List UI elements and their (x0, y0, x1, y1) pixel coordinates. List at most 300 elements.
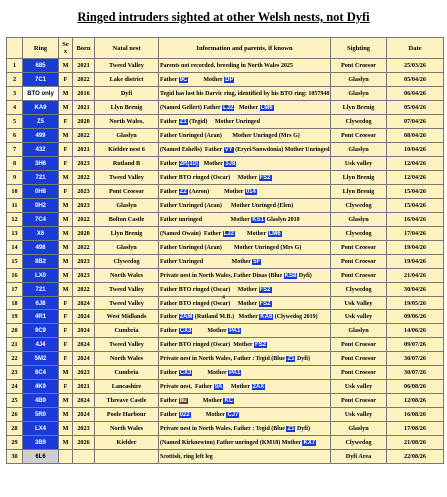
date-cell: 17/04/26 (387, 227, 444, 241)
row-number: 14 (7, 241, 23, 255)
natal-nest-cell: Lake district (95, 73, 159, 87)
sex-cell: F (59, 310, 73, 324)
header-born: Born (73, 38, 95, 59)
ring-cell: 499 (23, 129, 59, 143)
natal-nest-cell: North Wales (95, 352, 159, 366)
row-number: 8 (7, 157, 23, 171)
natal-nest-cell: Llyn Brenig (95, 101, 159, 115)
row-number: 30 (7, 450, 23, 464)
row-number: 26 (7, 408, 23, 422)
sighting-cell: Pont Croesor (331, 366, 387, 380)
ring-tag: FS2 (259, 300, 271, 307)
info-cell (159, 436, 331, 450)
born-cell: 2016 (73, 87, 95, 101)
ring-cell: 6J8 (23, 297, 59, 311)
sex-cell: M (59, 422, 73, 436)
info-text: Father BTO ringed (Oscar) Mother (160, 341, 254, 348)
sex-cell: M (59, 241, 73, 255)
ring-cell: 9C9 (23, 324, 59, 338)
header-info: Information and parents, if known (159, 38, 331, 59)
table-row (7, 171, 444, 185)
info-text: Mother (187, 397, 224, 404)
table-row (7, 366, 444, 380)
header-row (7, 38, 444, 59)
sighting-cell: Glaslyn (331, 73, 387, 87)
born-cell: 2023 (73, 157, 95, 171)
natal-nest-cell: Glaslyn (95, 241, 159, 255)
date-cell: 25/03/26 (387, 59, 444, 73)
info-text: Father (160, 160, 179, 167)
info-text: Mother (192, 369, 229, 376)
date-cell: 09/07/26 (387, 338, 444, 352)
info-cell (159, 352, 331, 366)
natal-nest-cell: Tweed Valley (95, 283, 159, 297)
ring-tag: KS1 (252, 216, 264, 223)
info-text: Father BTO ringed (Oscar) Mother (160, 300, 259, 307)
info-text: (Tegid) Mother Unringed (187, 118, 260, 125)
header-num (7, 38, 23, 59)
born-cell: 2024 (73, 310, 95, 324)
born-cell: 2022 (73, 129, 95, 143)
page-number: 4 (222, 295, 225, 301)
info-text: (Named Kirknewton) Father unringed (KM18) Mother (160, 439, 303, 446)
info-cell (159, 199, 331, 213)
date-cell: 17/08/26 (387, 422, 444, 436)
info-text: Father BTO ringed (Oscar) Mother (160, 286, 259, 293)
date-cell: 12/04/26 (387, 171, 444, 185)
info-text: (Aeron) Mother (187, 188, 245, 195)
info-text: Glaslyn 2018 (264, 216, 300, 223)
born-cell: 2022 (73, 73, 95, 87)
born-cell: 2021 (73, 380, 95, 394)
info-cell (159, 366, 331, 380)
info-text: Father (160, 327, 179, 334)
natal-nest-cell: Clywedog (95, 255, 159, 269)
ring-cell: LX4 (23, 422, 59, 436)
row-number: 19 (7, 310, 23, 324)
info-text: Dyfi) (297, 272, 312, 279)
info-text: Scottish, ring left leg (160, 453, 213, 460)
sighting-cell: Llyn Brenig (331, 171, 387, 185)
info-cell (159, 143, 331, 157)
table-row (7, 143, 444, 157)
info-text: Mother (190, 411, 227, 418)
ring-tag: KC (224, 397, 234, 404)
natal-nest-cell: Dyfi (95, 87, 159, 101)
sex-cell: M (59, 283, 73, 297)
ring-cell: 5R0 (23, 408, 59, 422)
table-row (7, 199, 444, 213)
row-number: 21 (7, 338, 23, 352)
sex-cell: M (59, 101, 73, 115)
sex-cell: M (59, 255, 73, 269)
table-row (7, 310, 444, 324)
date-cell: 06/08/26 (387, 380, 444, 394)
info-cell (159, 101, 331, 115)
row-number: 28 (7, 422, 23, 436)
ring-tag: Z2 (179, 188, 187, 195)
info-cell (159, 115, 331, 129)
born-cell: 2020 (73, 227, 95, 241)
info-cell (159, 450, 331, 464)
sighting-cell: Pont Croesor (331, 241, 387, 255)
date-cell: 06/04/26 (387, 87, 444, 101)
info-text: (Clywedog 2019) (273, 313, 318, 320)
sighting-cell: Pont Croesor (331, 269, 387, 283)
sex-cell: M (59, 129, 73, 143)
sighting-cell: Dyfi Area (331, 450, 387, 464)
info-cell (159, 87, 331, 101)
sighting-cell: Usk valley (331, 408, 387, 422)
info-text: Private nest in North Wales, Father Dinas (Blue (160, 272, 284, 279)
ring-tag: 5F (253, 258, 261, 265)
date-cell: 12/08/26 (387, 394, 444, 408)
info-text: Father (160, 397, 179, 404)
natal-nest-cell: Glaslyn (95, 199, 159, 213)
row-number: 23 (7, 366, 23, 380)
natal-nest-cell: Glaslyn (95, 129, 159, 143)
row-number: 29 (7, 436, 23, 450)
date-cell: 05/04/26 (387, 101, 444, 115)
date-cell: 14/06/26 (387, 324, 444, 338)
sex-cell: M (59, 199, 73, 213)
info-text: Father (160, 76, 179, 83)
info-text: Father Unringed Mother (160, 258, 253, 265)
natal-nest-cell: Llyn Brenig (95, 227, 159, 241)
born-cell: 2024 (73, 408, 95, 422)
ring-tag: KA6 (260, 313, 273, 320)
row-number: 10 (7, 185, 23, 199)
info-cell (159, 338, 331, 352)
info-text: Private nest, Father (160, 383, 214, 390)
sighting-cell: Glaslyn (331, 324, 387, 338)
row-number: 18 (7, 297, 23, 311)
row-number: 4 (7, 101, 23, 115)
ring-tag: CJ7 (227, 411, 239, 418)
sex-cell: M (59, 269, 73, 283)
sex-cell: F (59, 157, 73, 171)
table-row (7, 213, 444, 227)
sighting-cell: Glaslyn (331, 87, 387, 101)
sex-cell: F (59, 73, 73, 87)
row-number: 12 (7, 213, 23, 227)
info-text: (Named Owain) Father (160, 230, 223, 237)
sex-cell: F (59, 185, 73, 199)
info-text: (Named Gellert) Father (160, 104, 223, 111)
sex-cell: M (59, 227, 73, 241)
sighting-cell: Clywedog (331, 227, 387, 241)
info-cell (159, 185, 331, 199)
table-row (7, 59, 444, 73)
born-cell: 2026 (73, 436, 95, 450)
info-text: Father (160, 369, 179, 376)
ring-cell: LX0 (23, 269, 59, 283)
info-text: Father unringed Mother (160, 216, 252, 223)
date-cell: 19/04/26 (387, 255, 444, 269)
table-row (7, 269, 444, 283)
ring-tag: 3J8 (225, 160, 236, 167)
row-number: 15 (7, 255, 23, 269)
sex-cell: M (59, 366, 73, 380)
ring-cell: 8C4 (23, 366, 59, 380)
born-cell: 2023 (73, 269, 95, 283)
born-cell: 2023 (73, 199, 95, 213)
born-cell: 2022 (73, 283, 95, 297)
born-cell: 2023 (73, 366, 95, 380)
info-text: Father Unringed (Aran) Mother Unringed (Elen) (160, 202, 294, 209)
info-cell (159, 213, 331, 227)
info-text: Private nest in North Wales, Father : Tegid (Blue (160, 355, 287, 362)
row-number: 1 (7, 59, 23, 73)
info-text: Dyfi) (295, 355, 310, 362)
header-sex: Se x (59, 38, 73, 59)
sighting-cell: Llyn Brenig (331, 101, 387, 115)
sex-cell: F (59, 338, 73, 352)
ring-cell: 4R1 (23, 310, 59, 324)
sighting-cell: Glaslyn (331, 213, 387, 227)
info-cell (159, 269, 331, 283)
ring-cell: 8B2 (23, 255, 59, 269)
date-cell: 19/04/26 (387, 241, 444, 255)
header-ring: Ring (23, 38, 59, 59)
info-cell (159, 324, 331, 338)
date-cell: 30/07/26 (387, 352, 444, 366)
born-cell: 2024 (73, 324, 95, 338)
sighting-cell: Clywedog (331, 115, 387, 129)
date-cell: 07/04/26 (387, 115, 444, 129)
natal-nest-cell: Cumbria (95, 366, 159, 380)
header-date: Date (387, 38, 444, 59)
info-text: Father (160, 188, 179, 195)
sighting-cell: Glaslyn (331, 143, 387, 157)
ring-cell: 7C1 (23, 73, 59, 87)
ring-tag: 8u (179, 397, 187, 404)
ring-tag: LJ2 (223, 104, 234, 111)
born-cell: 2022 (73, 213, 95, 227)
natal-nest-cell: Poole Harbour (95, 408, 159, 422)
table-row (7, 422, 444, 436)
ring-tag: 9C (179, 76, 188, 83)
born-cell: 2023 (73, 185, 95, 199)
sex-cell: M (59, 171, 73, 185)
table-row (7, 352, 444, 366)
sex-cell: F (59, 115, 73, 129)
born-cell: 2024 (73, 352, 95, 366)
natal-nest-cell (95, 450, 159, 464)
ring-tag: 2AX (252, 383, 265, 390)
born-cell: 2021 (73, 143, 95, 157)
info-text: Father Unringed (Aran) Mother Unringed (Mrs G) (160, 132, 300, 139)
natal-nest-cell: Lancashire (95, 380, 159, 394)
row-number: 25 (7, 394, 23, 408)
sighting-cell: Usk Valley (331, 297, 387, 311)
date-cell: 15/04/26 (387, 199, 444, 213)
sex-cell: M (59, 59, 73, 73)
date-cell: 15/04/26 (387, 185, 444, 199)
info-text: Tegid has lost his Darvic ring, identified by his BTO ring: 1057948 (160, 90, 330, 97)
sighting-cell: Llyn Brenig (331, 185, 387, 199)
natal-nest-cell: Threave Castle (95, 394, 159, 408)
ring-tag: Z1 (287, 355, 295, 362)
ring-tag: CX3 (179, 369, 192, 376)
sex-cell: F (59, 143, 73, 157)
sex-cell: F (59, 297, 73, 311)
info-text: Mother (234, 104, 260, 111)
natal-nest-cell: Tweed Valley (95, 338, 159, 352)
ring-tag: Z1 (179, 118, 187, 125)
row-number: 20 (7, 324, 23, 338)
ring-cell: 0H2 (23, 199, 59, 213)
sighting-cell: Pont Croesor (331, 255, 387, 269)
info-cell (159, 59, 331, 73)
sighting-cell: Pont Croesor (331, 338, 387, 352)
born-cell: 2023 (73, 255, 95, 269)
ring-tag: PA1 (229, 369, 241, 376)
row-number: 17 (7, 283, 23, 297)
table-row (7, 255, 444, 269)
ring-tag: 022 (179, 411, 190, 418)
info-text: Mother (223, 383, 252, 390)
row-number: 6 (7, 129, 23, 143)
natal-nest-cell: North Wales (95, 422, 159, 436)
ring-cell: 685 (23, 59, 59, 73)
ring-tag: 014 (245, 188, 256, 195)
date-cell: 16/08/26 (387, 408, 444, 422)
row-number: 13 (7, 227, 23, 241)
table-row (7, 87, 444, 101)
ring-tag: LM6 (260, 104, 273, 111)
info-text: Parents not recorded, breeding in North Wales 2025 (160, 62, 293, 69)
ring-cell: 4B9 (23, 394, 59, 408)
date-cell: 10/04/26 (387, 143, 444, 157)
ring-cell: 4J4 (23, 338, 59, 352)
table-row (7, 408, 444, 422)
info-cell (159, 310, 331, 324)
row-number: 3 (7, 87, 23, 101)
info-text: Father Unringed (Aran) Mother Unringed (Mrs G) (160, 244, 302, 251)
info-cell (159, 380, 331, 394)
row-number: 2 (7, 73, 23, 87)
ring-tag: 2AM (179, 313, 193, 320)
date-cell: 19/05/26 (387, 297, 444, 311)
table-row (7, 115, 444, 129)
ring-cell: 432 (23, 143, 59, 157)
row-number: 7 (7, 143, 23, 157)
date-cell: 16/04/26 (387, 213, 444, 227)
table-row (7, 394, 444, 408)
natal-nest-cell: Cumbria (95, 324, 159, 338)
born-cell: 2022 (73, 241, 95, 255)
born-cell (73, 450, 95, 464)
sightings-table-2 (6, 309, 444, 464)
sex-cell (59, 450, 73, 464)
info-cell (159, 227, 331, 241)
table-row (7, 241, 444, 255)
ring-cell: 4K9 (23, 380, 59, 394)
sex-cell: M (59, 87, 73, 101)
born-cell: 2024 (73, 297, 95, 311)
sex-cell: M (59, 213, 73, 227)
date-cell: 21/08/26 (387, 436, 444, 450)
ring-tag: LM6 (268, 230, 281, 237)
natal-nest-cell: North Wales (95, 269, 159, 283)
row-number: 5 (7, 115, 23, 129)
info-text: Father BTO ringed (Oscar) Mother (160, 174, 259, 181)
sighting-cell: Clywedog (331, 199, 387, 213)
info-text: (Named Eshells) Father (160, 146, 224, 153)
natal-nest-cell: Tweed Valley (95, 297, 159, 311)
info-cell (159, 73, 331, 87)
info-text: Father (160, 118, 179, 125)
ring-tag: PA1 (229, 327, 241, 334)
ring-tag: 9A (214, 383, 223, 390)
table-row (7, 338, 444, 352)
ring-cell: 721 (23, 283, 59, 297)
table-row (7, 436, 444, 450)
info-cell (159, 255, 331, 269)
sighting-cell: Pont Croesor (331, 59, 387, 73)
info-text: Mother (192, 327, 229, 334)
date-cell: 08/04/26 (387, 129, 444, 143)
ring-tag: CX3 (179, 327, 192, 334)
ring-tag: DP (225, 76, 234, 83)
table-row (7, 185, 444, 199)
table-row (7, 324, 444, 338)
born-cell: 2022 (73, 171, 95, 185)
sighting-cell: Pont Croesor (331, 394, 387, 408)
info-text: Private nest in North Wales, Father : Tegid (Blue (160, 425, 287, 432)
info-cell (159, 157, 331, 171)
sex-cell: M (59, 436, 73, 450)
ring-tag: KX7 (303, 439, 316, 446)
natal-nest-cell: Kielder (95, 436, 159, 450)
info-text: (Rutland M.B.) Mother (193, 313, 260, 320)
table-row (7, 380, 444, 394)
date-cell: 05/04/26 (387, 73, 444, 87)
info-cell (159, 422, 331, 436)
born-cell: 2021 (73, 101, 95, 115)
ring-tag: FS2 (259, 286, 271, 293)
sighting-cell: Pont Croesor (331, 352, 387, 366)
date-cell: 30/07/26 (387, 366, 444, 380)
ring-cell: 498 (23, 241, 59, 255)
table-row (7, 73, 444, 87)
ring-tag: Z1 (287, 425, 295, 432)
info-text: (Eryri/Snowdonia) Mother Unringed (233, 146, 330, 153)
info-cell (159, 171, 331, 185)
info-cell (159, 129, 331, 143)
ring-cell: 3B9 (23, 436, 59, 450)
date-cell: 21/04/26 (387, 269, 444, 283)
ring-cell: KA9 (23, 101, 59, 115)
natal-nest-cell: North Wales, (95, 115, 159, 129)
sighting-cell: Usk valley (331, 380, 387, 394)
natal-nest-cell: Kielder nest 6 (95, 143, 159, 157)
ring-cell: X6 (23, 227, 59, 241)
info-text: Mother (188, 76, 225, 83)
ring-cell: 721 (23, 171, 59, 185)
date-cell: 22/08/26 (387, 450, 444, 464)
row-number: 11 (7, 199, 23, 213)
table-row (7, 157, 444, 171)
table-row (7, 129, 444, 143)
sighting-cell: Clywedog (331, 436, 387, 450)
date-cell: 12/04/26 (387, 157, 444, 171)
sex-cell: F (59, 324, 73, 338)
row-number: 22 (7, 352, 23, 366)
table-row (7, 227, 444, 241)
date-cell: 09/06/26 (387, 310, 444, 324)
